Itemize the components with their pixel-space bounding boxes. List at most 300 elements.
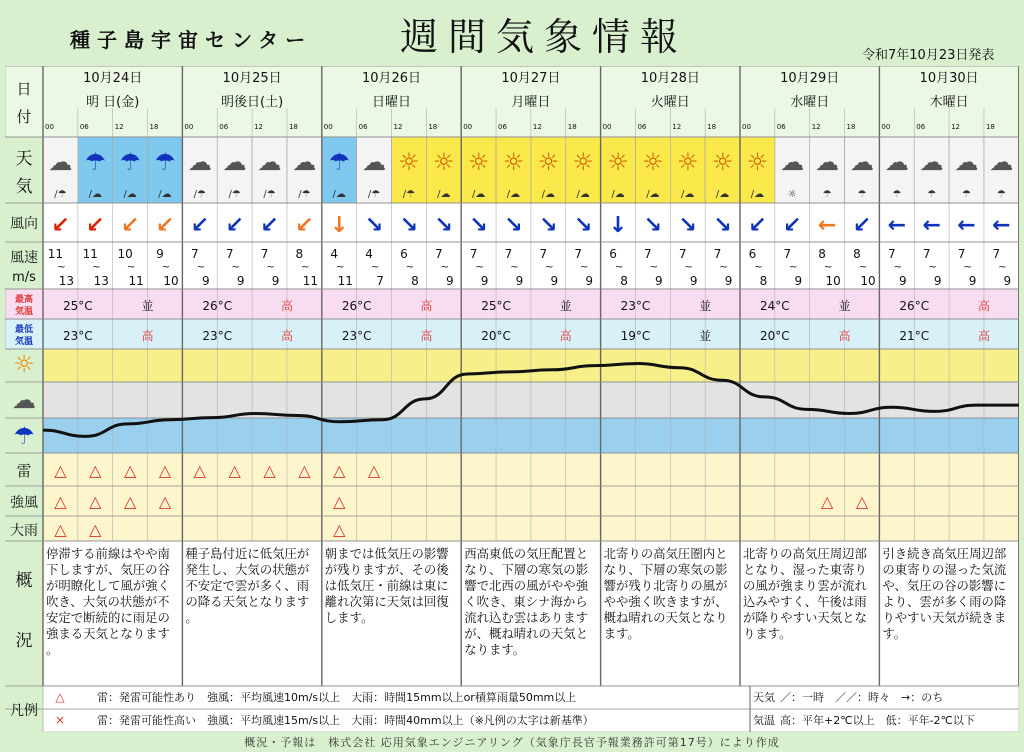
page-title: 週間気象情報 [400, 15, 689, 59]
wind-arrow-icon: ↙ [260, 213, 279, 238]
wind-speed-max: 9 [236, 274, 245, 288]
summary-text: 。 [46, 642, 59, 657]
weather-sub-icon: ☂ [822, 189, 832, 200]
wind-speed-max: 8 [759, 274, 768, 288]
wind-speed-tilde: ~ [963, 262, 972, 273]
wind-speed-max: 10 [825, 274, 841, 288]
wind-speed-min: 7 [225, 247, 234, 261]
weather-sub-icon: ☂ [996, 189, 1006, 200]
day-date: 10月25日 [222, 71, 282, 86]
cloud-icon: ☁ [12, 386, 36, 414]
org-name: 種子島宇宙センター [70, 28, 313, 52]
cloud-weather-icon: ☁ [362, 148, 387, 176]
hour-tick: 18 [288, 123, 298, 131]
wind-speed-tilde: ~ [754, 262, 763, 273]
wind-speed-max: 9 [480, 274, 489, 288]
summary-text: 込みやすく、午後は雨 [743, 594, 867, 609]
alert-triangle: △ [158, 492, 172, 511]
hour-tick: 18 [428, 123, 438, 131]
min-temp-relative: 高 [420, 329, 433, 343]
summary-text: なり、下層の寒気の影 [464, 562, 589, 577]
legend-temp-label: 気温 [753, 714, 775, 727]
summary-text: 停滞する前線はやや南 [46, 546, 170, 561]
legend-row1: 雷：発雷可能性あり 強風：平均風速10m/s以上 大雨：時間15mm以上or積算雨量50mm以上 [97, 691, 577, 704]
wind-speed-max: 9 [933, 274, 942, 288]
wind-speed-min: 7 [191, 247, 199, 261]
day-date: 10月29日 [780, 71, 840, 86]
min-temp-value: 20°C [760, 329, 790, 343]
sun-weather-icon: ☼ [642, 148, 664, 176]
wind-speed-max: 9 [794, 274, 803, 288]
wind-speed-min: 11 [47, 247, 64, 261]
wind-arrow-icon: ↙ [120, 213, 140, 238]
summary-text: します。 [324, 610, 374, 625]
cloud-weather-icon: ☁ [187, 148, 212, 176]
legend-weather-desc: ／：一時 ／／：時々 →：のち [780, 691, 944, 704]
footer-credit: 概況・予報は 株式会社 応用気象エンジニアリング（気象庁長官予報業務許可第17号）により作成 [244, 736, 780, 749]
cloud-weather-icon: ☁ [257, 148, 282, 176]
hour-tick: 00 [184, 123, 194, 131]
wind-arrow-icon: ↘ [713, 213, 732, 238]
hour-tick: 12 [114, 123, 124, 131]
wind-speed-max: 9 [899, 274, 907, 288]
summary-text: 安定で断続的に雨足の [46, 610, 170, 625]
cloud-weather-icon: ☁ [292, 148, 317, 176]
wind-speed-tilde: ~ [614, 262, 624, 273]
max-temp-value: 25°C [481, 299, 511, 313]
wind-speed-tilde: ~ [719, 262, 728, 273]
alert-triangle: △ [333, 492, 346, 511]
day-date: 10月30日 [919, 71, 979, 86]
wind-speed-min: 4 [330, 247, 339, 261]
summary-text: く吹き、東シナ海から [464, 594, 588, 609]
wind-speed-max: 9 [585, 274, 593, 288]
summary-text: 強まる天気となります [46, 626, 170, 641]
wind-arrow-icon: ↘ [504, 213, 523, 238]
weather-sub-icon: /☂ [193, 189, 206, 200]
max-temp-relative: 高 [280, 299, 293, 313]
summary-text: は低気圧・前線は東に [324, 578, 449, 593]
legend-temp-desc: 高：平年+2℃以上 低：平年-2℃以下 [780, 714, 975, 727]
weather-sub-icon: ☂ [927, 189, 937, 200]
wind-speed-max: 7 [376, 274, 384, 288]
wind-speed-tilde: ~ [649, 262, 659, 273]
wind-speed-tilde: ~ [893, 262, 903, 273]
day-weekday: 水曜日 [790, 95, 830, 110]
summary-text: となり、湿った東寄り [743, 562, 867, 577]
alert-triangle: △ [333, 461, 346, 480]
summary-text: より、雲が多く雨の降 [882, 594, 1007, 609]
max-temp-value: 26°C [341, 299, 372, 313]
label-heavy-rain: 大雨 [10, 523, 38, 539]
wind-arrow-icon: ← [922, 213, 941, 238]
hour-tick: 06 [79, 123, 89, 131]
weather-sub-icon: /☂ [298, 189, 311, 200]
label-min-2: 気温 [14, 337, 34, 347]
weather-sub-icon: /☁ [158, 189, 172, 200]
day-date: 10月27日 [501, 71, 561, 86]
label-max-2: 気温 [14, 307, 34, 317]
min-temp-value: 23°C [63, 329, 93, 343]
alert-triangle: △ [54, 492, 67, 511]
hour-tick: 00 [323, 123, 333, 131]
hour-tick: 18 [567, 123, 577, 131]
sun-weather-icon: ☼ [467, 148, 490, 176]
max-temp-relative: 高 [420, 299, 433, 313]
summary-text: 引き続き高気圧周辺部 [882, 546, 1007, 561]
wind-speed-min: 7 [469, 247, 478, 261]
summary-text: やや強く吹きますが、 [603, 594, 728, 609]
hour-tick: 18 [985, 123, 995, 131]
wind-arrow-icon: ↘ [539, 213, 558, 238]
summary-text: なり、下層の寒気の影 [603, 562, 728, 577]
summary-text: 響で北西の風がやや強 [464, 578, 589, 593]
hour-tick: 06 [916, 123, 926, 131]
hour-tick: 12 [393, 123, 403, 131]
weather-sub-icon: /☁ [471, 189, 486, 200]
wind-arrow-icon: ↙ [295, 213, 314, 238]
summary-text: なります。 [464, 642, 526, 657]
label-date-1: 日 [16, 80, 32, 98]
wind-speed-max: 11 [337, 274, 353, 288]
summary-text: や、気圧の谷の影響に [882, 578, 1007, 593]
wind-speed-max: 9 [550, 274, 559, 288]
cloud-weather-icon: ☁ [815, 148, 840, 176]
wind-speed-min: 8 [818, 247, 826, 261]
weather-sub-icon: /☁ [332, 189, 346, 200]
wind-speed-min: 7 [888, 247, 896, 261]
umbrella-weather-icon: ☂ [328, 148, 350, 176]
hour-tick: 12 [951, 123, 961, 131]
wind-speed-tilde: ~ [789, 262, 798, 273]
wind-speed-tilde: ~ [92, 262, 101, 273]
wind-arrow-icon: ← [887, 213, 907, 238]
cloud-weather-icon: ☁ [919, 148, 944, 176]
hour-tick: 12 [532, 123, 542, 131]
day-weekday: 月曜日 [511, 95, 551, 110]
min-temp-relative: 高 [559, 329, 572, 343]
wind-arrow-icon: ↘ [434, 213, 453, 238]
alert-triangle: △ [193, 461, 206, 480]
sun-weather-icon: ☼ [607, 148, 629, 176]
umbrella-icon: ☂ [13, 422, 35, 450]
wind-arrow-icon: ↙ [852, 213, 872, 238]
wind-arrow-icon: ↓ [330, 213, 349, 238]
min-temp-value: 23°C [202, 329, 233, 343]
min-temp-relative: 高 [141, 329, 154, 343]
summary-text: が明瞭化して風が強く [46, 578, 170, 593]
weather-sub-icon: /☂ [228, 189, 241, 200]
wind-speed-max: 13 [93, 274, 109, 288]
hour-tick: 12 [254, 123, 264, 131]
wind-speed-tilde: ~ [370, 262, 380, 273]
day-weekday: 明後日(土) [221, 95, 284, 110]
wind-arrow-icon: ↙ [748, 213, 767, 238]
sun-weather-icon: ☼ [746, 148, 769, 176]
wind-arrow-icon: ↘ [573, 213, 593, 238]
alert-triangle: △ [263, 461, 276, 480]
summary-text: 響が残り北寄りの風が [603, 578, 728, 593]
weather-sub-icon: /☁ [611, 189, 625, 200]
label-legend: 凡例 [10, 703, 38, 719]
wind-speed-min: 7 [504, 247, 513, 261]
label-strong-wind: 強風 [10, 495, 38, 511]
max-temp-relative: 並 [141, 299, 154, 313]
wind-speed-tilde: ~ [126, 262, 136, 273]
wind-speed-min: 8 [295, 247, 304, 261]
wind-speed-max: 9 [445, 274, 454, 288]
wind-speed-min: 7 [957, 247, 966, 261]
cloud-weather-icon: ☁ [780, 148, 805, 176]
min-temp-value: 23°C [341, 329, 372, 343]
wind-arrow-icon: ↘ [364, 213, 384, 238]
wind-speed-min: 11 [82, 247, 98, 261]
wind-speed-tilde: ~ [196, 262, 206, 273]
label-summary-2: 況 [15, 631, 33, 651]
sun-weather-icon: ☼ [537, 148, 560, 176]
wind-speed-max: 10 [163, 274, 179, 288]
hour-tick: 00 [602, 123, 612, 131]
wind-speed-min: 7 [992, 247, 1001, 261]
weather-sub-icon: ☂ [857, 189, 867, 200]
legend-weather-label: 天気 [753, 691, 775, 704]
wind-speed-min: 6 [748, 247, 757, 261]
weather-sub-icon: /☂ [402, 189, 416, 200]
wind-speed-max: 13 [58, 274, 75, 288]
alert-triangle: △ [228, 461, 241, 480]
max-temp-value: 23°C [620, 299, 651, 313]
summary-text: 不安定で雲が多く、雨 [185, 578, 310, 593]
wind-speed-tilde: ~ [475, 262, 484, 273]
min-temp-value: 19°C [620, 329, 651, 343]
summary-text: が残りますが、その後 [324, 562, 449, 577]
wind-arrow-icon: ↘ [678, 213, 697, 238]
wind-speed-min: 7 [434, 247, 443, 261]
umbrella-weather-icon: ☂ [119, 148, 141, 176]
wind-speed-tilde: ~ [928, 262, 937, 273]
wind-arrow-icon: ↙ [783, 213, 802, 238]
wind-speed-tilde: ~ [858, 262, 868, 273]
wind-speed-tilde: ~ [231, 262, 240, 273]
weather-sub-icon: ☂ [892, 189, 902, 200]
weather-sub-icon: /☂ [54, 189, 67, 200]
cloud-weather-icon: ☁ [222, 148, 247, 176]
wind-speed-max: 10 [860, 274, 876, 288]
max-temp-row-bg [5, 289, 1019, 319]
sun-weather-icon: ☼ [433, 148, 455, 176]
summary-text: 北寄りの高気圧周辺部 [743, 546, 867, 561]
wind-speed-tilde: ~ [684, 262, 693, 273]
wind-speed-tilde: ~ [336, 262, 345, 273]
hour-tick: 12 [811, 123, 821, 131]
sun-weather-icon: ☼ [502, 148, 525, 176]
wind-speed-min: 7 [678, 247, 687, 261]
summary-text: ます。 [603, 626, 640, 641]
day-date: 10月24日 [83, 71, 143, 86]
wind-speed-max: 9 [689, 274, 698, 288]
label-date-2: 付 [16, 108, 32, 126]
hour-tick: 06 [358, 123, 368, 131]
hour-tick: 06 [498, 123, 507, 131]
summary-text: の風が強まり雲が流れ [743, 578, 867, 593]
sun-weather-icon: ☼ [572, 148, 594, 176]
wind-speed-min: 9 [156, 247, 164, 261]
day-date: 10月26日 [361, 71, 422, 86]
min-temp-relative: 高 [838, 329, 851, 343]
summary-text: 朝までは低気圧の影響 [324, 546, 449, 561]
alert-triangle: △ [333, 520, 346, 539]
sun-icon: ☼ [13, 350, 35, 378]
alert-triangle: △ [367, 461, 381, 480]
summary-text: す。 [882, 626, 907, 641]
wind-speed-max: 8 [620, 274, 628, 288]
weather-sub-icon: /☁ [646, 189, 660, 200]
wind-speed-max: 9 [271, 274, 280, 288]
wind-arrow-icon: ↙ [155, 213, 175, 238]
weather-sub-icon: /☁ [123, 189, 137, 200]
wind-arrow-icon: ← [817, 213, 837, 238]
cloud-weather-icon: ☁ [849, 148, 874, 176]
weather-sub-icon: ☼ [787, 189, 797, 200]
sun-weather-icon: ☼ [398, 148, 420, 176]
day-date: 10月28日 [640, 71, 700, 86]
cloud-weather-icon: ☁ [884, 148, 909, 176]
wind-speed-max: 9 [655, 274, 663, 288]
label-weather-2: 気 [15, 177, 33, 197]
min-temp-relative: 高 [280, 329, 293, 343]
wind-speed-min: 7 [260, 247, 269, 261]
sun-weather-icon: ☼ [676, 148, 699, 176]
legend-row2: 雷：発雷可能性高い 強風：平均風速15m/s以上 大雨：時間40mm以上（※凡例の太字は新基準） [97, 714, 594, 727]
min-temp-row-bg [5, 319, 1019, 349]
alert-triangle: △ [89, 461, 102, 480]
wind-speed-min: 4 [365, 247, 373, 261]
wind-speed-tilde: ~ [301, 262, 310, 273]
hour-tick: 12 [672, 123, 682, 131]
wind-speed-tilde: ~ [823, 262, 833, 273]
label-max-1: 最高 [14, 295, 34, 305]
legend-triangle: △ [55, 690, 65, 704]
summary-text: 下しますが、気圧の谷 [46, 562, 170, 577]
summary-text: の降る天気となります [185, 594, 310, 609]
weather-sub-icon: /☂ [367, 189, 381, 200]
alert-triangle: △ [820, 492, 834, 511]
wind-speed-tilde: ~ [545, 262, 554, 273]
summary-text: りやすい天気が続きま [882, 610, 1007, 625]
alert-triangle: △ [123, 492, 137, 511]
cloud-weather-icon: ☁ [989, 148, 1014, 176]
summary-text: 吹き、大気の状態が不 [46, 594, 170, 609]
wind-speed-tilde: ~ [266, 262, 275, 273]
alert-triangle: △ [855, 492, 869, 511]
alert-triangle: △ [89, 520, 102, 539]
hour-tick: 06 [776, 123, 786, 131]
day-weekday: 明 日(金) [86, 95, 140, 110]
wind-speed-tilde: ~ [405, 262, 415, 273]
weather-sub-icon: /☁ [88, 189, 102, 200]
wind-speed-min: 7 [644, 247, 652, 261]
wind-speed-min: 10 [117, 247, 133, 261]
wind-speed-min: 8 [853, 247, 861, 261]
wind-speed-max: 9 [1003, 274, 1012, 288]
max-temp-value: 24°C [760, 299, 790, 313]
wind-arrow-icon: ↘ [469, 213, 488, 238]
label-weather-1: 天 [15, 149, 33, 169]
summary-text: 発生し、大気の状態が [185, 562, 310, 577]
min-temp-relative: 並 [699, 329, 712, 343]
summary-text: 北寄りの高気圧圏内と [603, 546, 728, 561]
alert-triangle: △ [54, 461, 67, 480]
alert-triangle: △ [298, 461, 311, 480]
hour-tick: 00 [45, 123, 54, 131]
cloud-weather-icon: ☁ [954, 148, 979, 176]
umbrella-weather-icon: ☂ [84, 148, 107, 176]
weather-sub-icon: /☁ [541, 189, 556, 200]
wind-speed-max: 11 [128, 274, 144, 288]
summary-text: 離れ次第に天気は回復 [324, 594, 449, 609]
max-temp-value: 26°C [899, 299, 930, 313]
forecast-table [5, 66, 1019, 732]
label-thunder: 雷 [16, 462, 32, 480]
wind-speed-min: 6 [400, 247, 408, 261]
label-wind-dir: 風向 [10, 216, 38, 232]
umbrella-weather-icon: ☂ [154, 148, 176, 176]
hour-tick: 06 [637, 123, 647, 131]
legend-x: × [54, 713, 66, 727]
weather-sub-icon: /☁ [506, 189, 521, 200]
weather-sub-icon: ☂ [962, 189, 972, 200]
cloud-weather-icon: ☁ [48, 148, 73, 176]
summary-text: 。 [185, 610, 198, 625]
max-temp-relative: 並 [699, 299, 712, 313]
wind-speed-min: 7 [713, 247, 722, 261]
wind-arrow-icon: ↘ [399, 213, 419, 238]
wind-speed-tilde: ~ [440, 262, 449, 273]
hour-tick: 00 [463, 123, 473, 131]
alert-triangle: △ [123, 461, 137, 480]
min-temp-relative: 高 [977, 329, 990, 343]
label-summary-1: 概 [15, 571, 33, 591]
hour-tick: 06 [219, 123, 229, 131]
day-weekday: 木曜日 [929, 95, 969, 110]
min-temp-value: 21°C [899, 329, 930, 343]
wind-speed-min: 6 [609, 247, 617, 261]
wind-speed-max: 11 [302, 274, 319, 288]
wind-arrow-icon: ↙ [225, 213, 244, 238]
wind-speed-tilde: ~ [510, 262, 519, 273]
alert-triangle: △ [89, 492, 102, 511]
wind-speed-max: 8 [411, 274, 419, 288]
hour-tick: 18 [707, 123, 717, 131]
wind-speed-min: 7 [539, 247, 548, 261]
wind-arrow-icon: ↘ [643, 213, 663, 238]
summary-text: の東寄りの湿った気流 [882, 562, 1007, 577]
wind-speed-min: 7 [922, 247, 931, 261]
weather-sub-icon: /☁ [715, 189, 730, 200]
hour-tick: 18 [149, 123, 159, 131]
wind-speed-max: 9 [968, 274, 977, 288]
weather-sub-icon: /☁ [750, 189, 765, 200]
label-wind-unit: m/s [12, 270, 36, 285]
min-temp-value: 20°C [481, 329, 511, 343]
label-min-1: 最低 [14, 325, 34, 335]
wind-speed-tilde: ~ [998, 262, 1007, 273]
wind-arrow-icon: ↙ [86, 213, 105, 238]
summary-text: ります。 [743, 626, 792, 641]
wind-speed-tilde: ~ [57, 262, 66, 273]
max-temp-relative: 並 [559, 299, 572, 313]
weather-sub-icon: /☁ [576, 189, 590, 200]
